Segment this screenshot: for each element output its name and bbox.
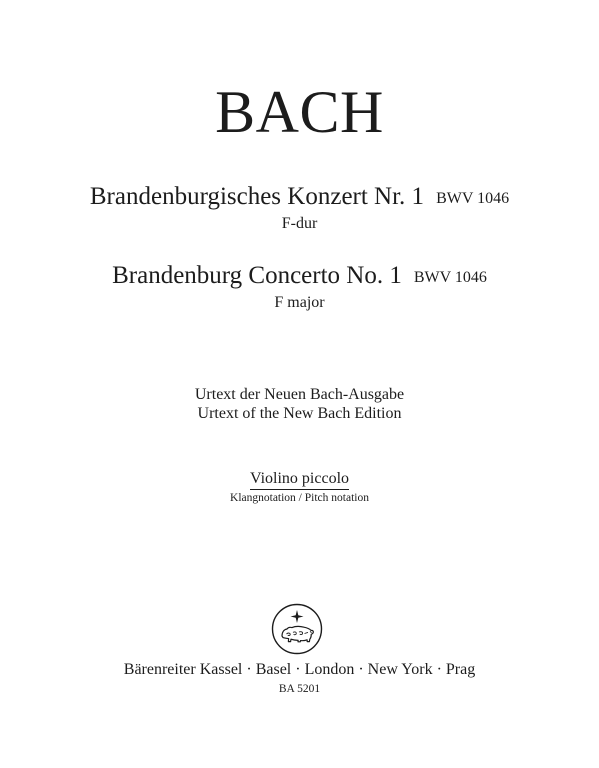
english-title-line — [0, 263, 599, 288]
german-key: F-dur — [281, 215, 318, 232]
part-instrument-line — [0, 471, 599, 490]
publisher-cities: Bärenreiter Kassel · Basel · London · New York · Prag — [123, 661, 476, 678]
part-notation: Klangnotation / Pitch notation — [230, 492, 369, 504]
part-instrument: Violino piccolo — [250, 471, 349, 490]
composer-name: BACH — [215, 79, 384, 145]
english-bwv-number: BWV 1046 — [413, 269, 487, 286]
german-title-line — [0, 184, 599, 209]
english-title: Brandenburg Concerto No. 1 — [112, 262, 402, 289]
german-bwv-number: BWV 1046 — [436, 190, 510, 207]
german-title: Brandenburgisches Konzert Nr. 1 — [89, 183, 425, 210]
edition-english: Urtext of the New Bach Edition — [197, 405, 402, 422]
publisher-catalog-number: BA 5201 — [278, 683, 321, 695]
baerenreiter-bear-logo-icon — [271, 603, 323, 655]
english-key: F major — [274, 294, 325, 311]
edition-german: Urtext der Neuen Bach-Ausgabe — [194, 386, 405, 403]
